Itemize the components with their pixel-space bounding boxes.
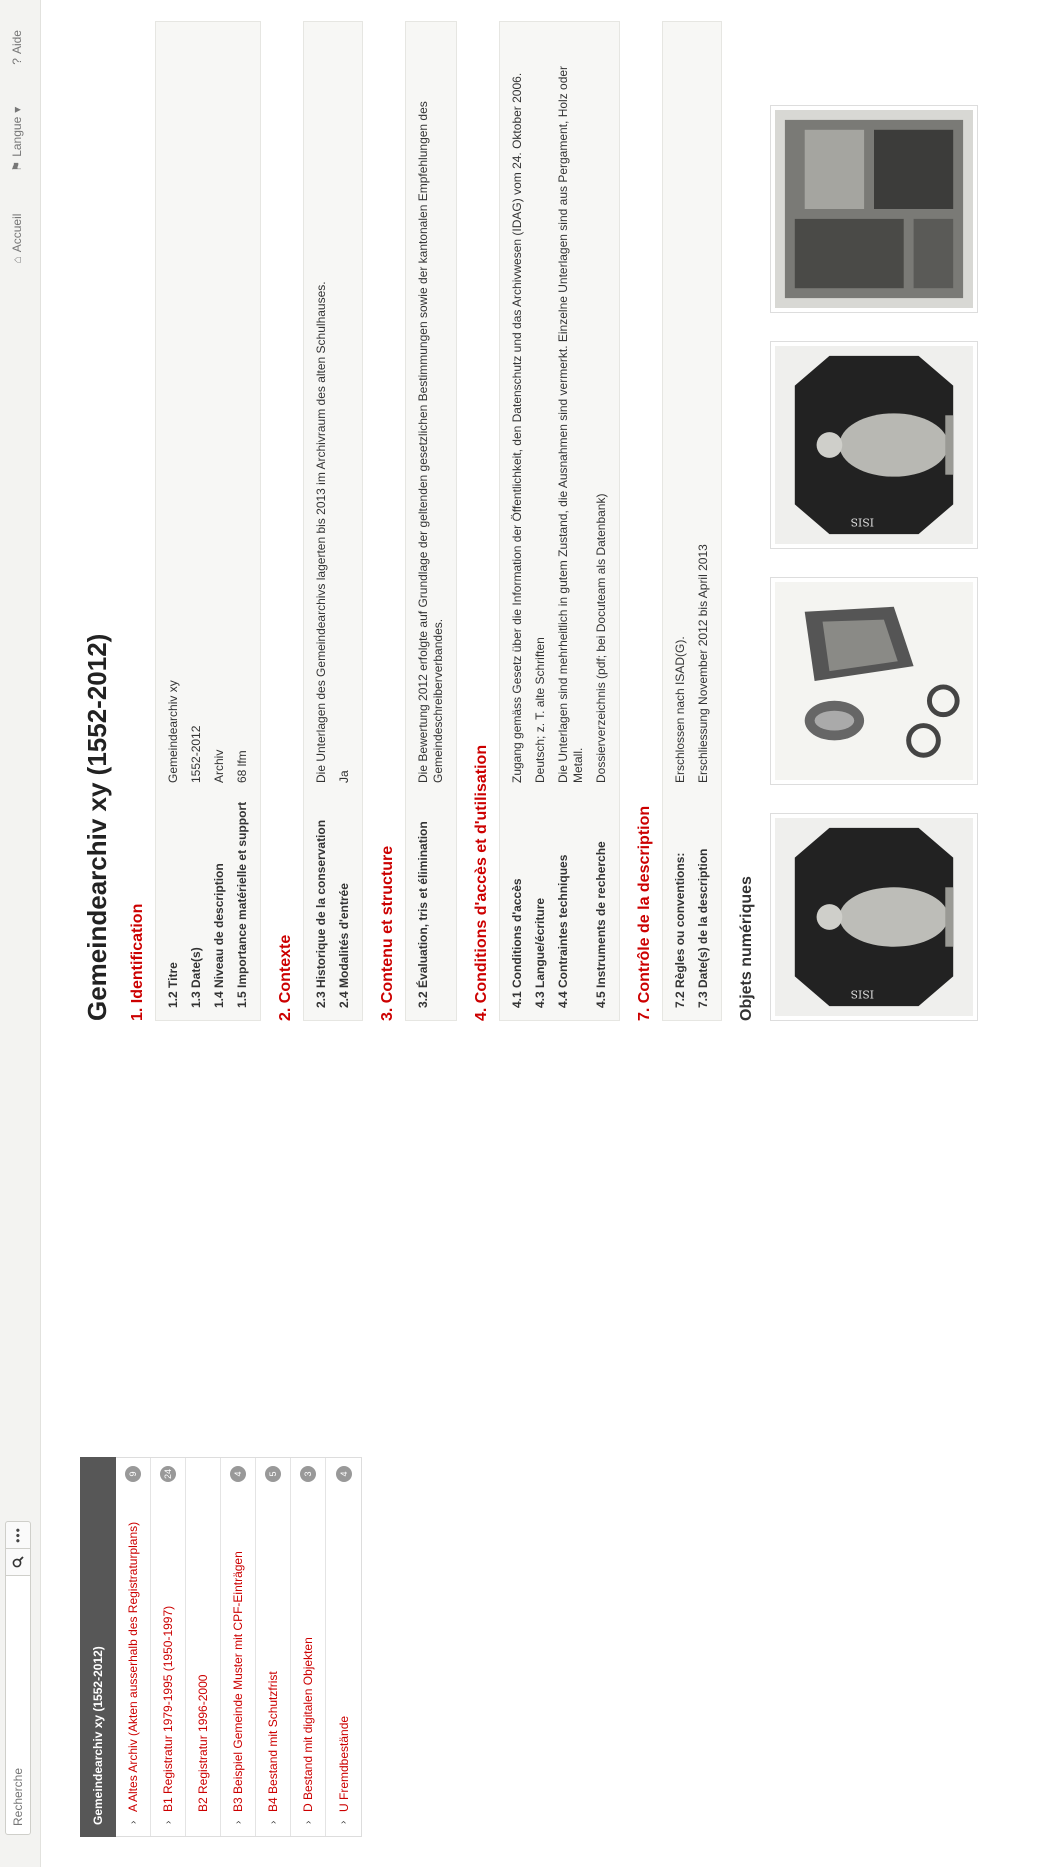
sidebar-title[interactable]: Gemeindearchiv xy (1552-2012) [80,1457,116,1837]
field-label: 7.3 Date(s) de la description [696,848,710,1008]
interior-scene-engraving-image [775,110,973,308]
nav-language-label: Langue [10,116,24,157]
field-row [552,30,590,1012]
field-label: 4.5 Instruments de recherche [594,841,608,1008]
field-value: 1552-2012 [189,725,203,783]
count-badge: 3 [300,1466,316,1482]
top-nav [10,30,24,264]
field-value: Archiv [212,749,226,783]
section-content [405,21,457,1021]
tree-item-u[interactable] [326,1458,361,1836]
count-badge: 4 [336,1466,352,1482]
tree-item-label[interactable]: B4 Bestand mit Schutzfrist [266,1671,280,1812]
tree-item-a[interactable] [116,1458,151,1836]
field-row [231,30,254,1012]
sidebar [80,1457,362,1837]
digital-objects-gallery [770,21,978,1021]
chevron-right-icon[interactable]: › [302,1820,314,1824]
field-row [162,30,185,1012]
field-value: Deutsch; z. T. alte Schriften [533,637,547,783]
tree-item-label[interactable]: B1 Registratur 1979-1995 (1950-1997) [161,1605,175,1812]
field-value: Dossierverzeichnis (pdf; bei Docuteam als Datenbank) [594,493,608,783]
chevron-right-icon[interactable]: › [127,1820,139,1824]
field-row [333,30,356,1012]
digital-object-thumbnail[interactable] [770,577,978,785]
tree-item-b1[interactable] [151,1458,186,1836]
field-label: 2.3 Historique de la conservation [314,819,328,1008]
nav-language[interactable] [10,107,24,172]
tree-item-label[interactable]: B2 Registratur 1996-2000 [196,1674,210,1812]
section-title-content: 3. Contenu et structure [379,845,396,1021]
field-row [669,30,692,1012]
tree-item-b4[interactable] [256,1458,291,1836]
section-title-description-control: 7. Contrôle de la description [636,805,653,1021]
tree-item-d[interactable] [291,1458,326,1836]
page-title: Gemeindearchiv xy (1552-2012) [82,633,112,1021]
field-value: Erschlossen nach ISAD(G). [673,636,687,783]
section-description-control [662,21,722,1021]
field-label: 1.2 Titre [166,962,180,1008]
field-value: Zugang gemäss Gesetz über die Information der Öffentlichkeit, den Datenschutz und das Archivwesen (IDAG) vom 24. Oktober 2006. [510,72,524,783]
flag-icon: ⚑ [10,160,24,172]
artifacts-engraving-image [775,582,973,780]
nav-home-label: Accueil [10,213,24,253]
chevron-right-icon[interactable]: › [162,1820,174,1824]
tree-item-label[interactable]: A Altes Archiv (Akten ausserhalb des Registraturplans) [126,1521,140,1812]
count-badge: 24 [160,1466,176,1482]
home-icon: ⌂ [10,256,24,264]
section-access [499,21,620,1021]
section-title-identification: 1. Identification [129,903,146,1021]
search-input[interactable] [5,1575,31,1835]
field-label: 1.4 Niveau de description [212,863,226,1008]
field-label: 3.2 Évaluation, tris et élimination [416,821,430,1008]
field-label: 4.1 Conditions d'accès [510,878,524,1008]
thumbnail-caption: ISIS [850,987,874,1001]
field-label: 4.4 Contraintes techniques [556,854,570,1008]
nav-help[interactable] [10,30,24,65]
field-row [692,30,715,1012]
field-row [529,30,552,1012]
field-label: 1.5 Importance matérielle et support [235,801,249,1008]
chevron-right-icon[interactable]: › [267,1820,279,1824]
digital-object-thumbnail[interactable] [770,813,978,1021]
section-title-context: 2. Contexte [277,934,294,1021]
digital-object-thumbnail[interactable] [770,105,978,313]
field-value: Gemeindearchiv xy [166,680,180,783]
field-value: Ja [337,770,351,783]
statue-engraving-image-2 [775,346,973,544]
field-row [310,30,333,1012]
count-badge: 4 [230,1466,246,1482]
tree-item-label[interactable]: U Fremdbestände [336,1715,351,1812]
thumbnail-caption: ISIS [850,515,874,529]
field-row [412,30,450,1012]
chevron-right-icon[interactable]: › [338,1820,349,1824]
search-button[interactable] [5,1548,31,1576]
more-options-button[interactable] [5,1521,31,1549]
field-label: 7.2 Règles ou conventions: [673,852,687,1008]
tree-item-label[interactable]: D Bestand mit digitalen Objekten [301,1637,315,1812]
field-value: Die Unterlagen sind mehrheitlich in gutem Zustand, die Ausnahmen sind vermerkt. Einzelne Unterlagen sind aus Pergament, Holz oder Metall. [556,65,585,783]
main-content [82,21,978,1021]
tree-item-b2[interactable] [186,1458,221,1836]
chevron-down-icon: ▾ [10,106,24,113]
field-row [208,30,231,1012]
field-row [185,30,208,1012]
tree-item-b3[interactable] [221,1458,256,1836]
search-icon [12,1556,24,1568]
field-value: Die Bewertung 2012 erfolgte auf Grundlage der geltenden gesetzlichen Bestimmungen sowie der kantonalen Empfehlungen des Gemeindeschreiberverbandes. [416,101,445,783]
top-bar [0,0,41,1867]
field-label: 2.4 Modalités d'entrée [337,883,351,1008]
field-label: 4.3 Langue/écriture [533,897,547,1008]
help-icon: ? [10,58,24,65]
nav-home[interactable] [10,214,24,264]
section-identification [155,21,261,1021]
field-row [506,30,529,1012]
count-badge: 9 [125,1466,141,1482]
section-title-access: 4. Conditions d'accès et d'utilisation [473,744,490,1021]
tree-list [116,1457,362,1837]
tree-item-label[interactable]: B3 Beispiel Gemeinde Muster mit CPF-Einträgen [231,1551,245,1812]
section-context [303,21,363,1021]
ellipsis-icon: ••• [11,1527,25,1543]
field-label: 1.3 Date(s) [189,947,203,1008]
field-row [590,30,613,1012]
digital-object-thumbnail[interactable] [770,341,978,549]
count-badge: 5 [265,1466,281,1482]
search-form [5,1521,31,1835]
field-value: Die Unterlagen des Gemeindearchivs lagerten bis 2013 im Archivraum des alten Schulhauses. [314,281,328,783]
digital-objects-title: Objets numériques [738,876,755,1021]
statue-engraving-image [775,818,973,1016]
field-value: Erschliessung November 2012 bis April 2013 [696,544,710,783]
nav-help-label: Aide [10,30,24,55]
field-value: 68 lfm [235,750,249,783]
chevron-right-icon[interactable]: › [232,1820,244,1824]
